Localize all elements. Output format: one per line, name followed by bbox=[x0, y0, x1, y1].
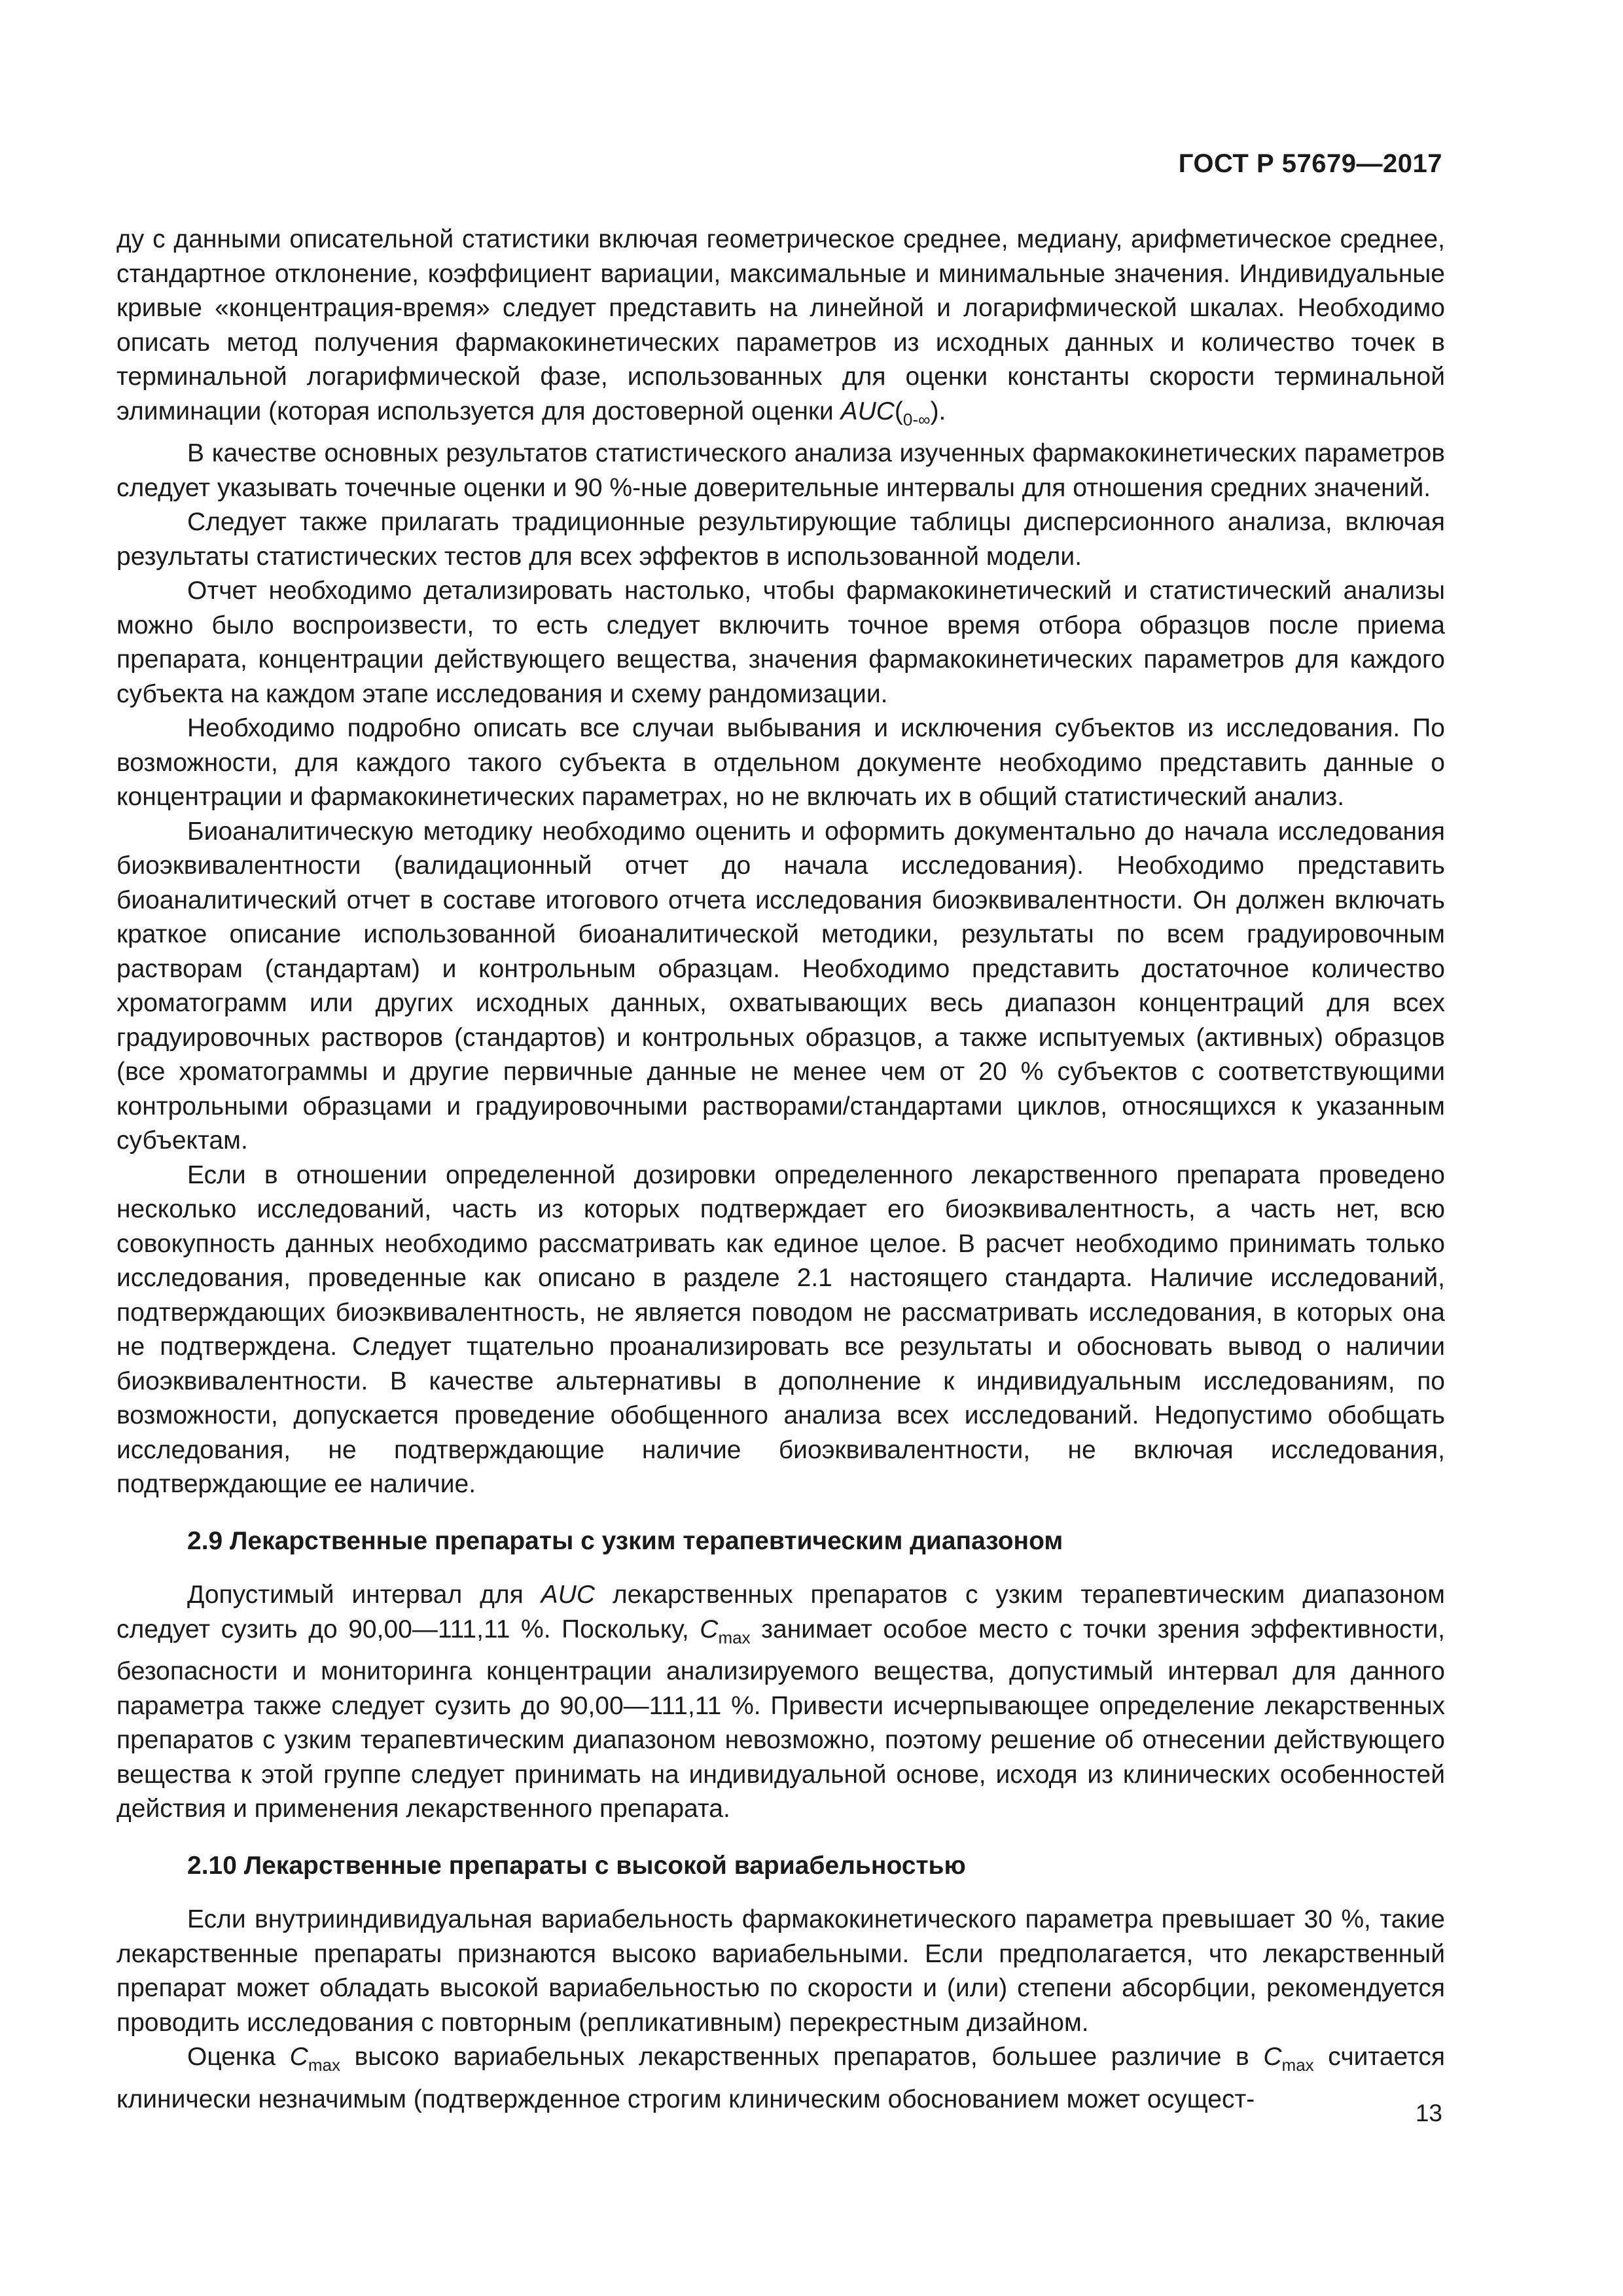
paragraph-text: Допустимый интервал для bbox=[187, 1581, 524, 1609]
cmax-symbol: C bbox=[1263, 2043, 1282, 2071]
document-body bbox=[116, 223, 1445, 2117]
cmax-subscript: max bbox=[1281, 2055, 1314, 2075]
section-heading-2-9: 2.9 Лекарственные препараты с узким терапевтическим диапазоном bbox=[187, 1526, 1063, 1555]
paragraph-bioanalytical: Биоаналитическую методику необходимо оценить и оформить документально до начала исследования биоэквивалентности (валидационный отчет до начала исследования). Необходимо представить биоаналитический отчет в составе итогового отчета исследования биоэквивалентности. Он должен включать краткое описание использованной биоаналитической методики, результаты по всем градуировочным растворам (стандартам) и контрольным образцам. Необходимо представить достаточное количество хроматограмм или других исходных данных, охватывающих весь диапазон концентраций для всех градуировочных растворов (стандартов) и контрольных образцов, а также испытуемых (активных) образцов (все хроматограммы и другие первичные данные не менее чем от 20 % субъектов с соответствующими контрольными образцами и градуировочными растворами/стандартами циклов, относящихся к указанным субъектам. bbox=[116, 817, 1445, 1155]
paragraph-anova-tables: Следует также прилагать традиционные результирующие таблицы дисперсионного анализа, включая результаты статистических тестов для всех эффектов в использованной модели. bbox=[116, 508, 1445, 571]
paragraph-report-detail: Отчет необходимо детализировать настолько, чтобы фармакокинетический и статистический анализы можно было воспроизвести, то есть следует включить точное время отбора образцов после приема препарата, концентрации действующего вещества, значения фармакокинетических параметров для каждого субъекта на каждом этапе исследования и схему рандомизации. bbox=[116, 577, 1445, 708]
cmax-subscript: max bbox=[718, 1627, 751, 1647]
paragraph-multiple-studies: Если в отношении определенной дозировки определенного лекарственного препарата проведено несколько исследований, часть из которых подтверждает его биоэквивалентность, а часть нет, всю совокупность данных необходимо рассматривать как единое целое. В расчет необходимо принимать только исследования, проведенные как описано в разделе 2.1 настоящего стандарта. Наличие исследований, подтверждающих биоэквивалентность, не является поводом не рассматривать исследования, в которых она не подтверждена. Следует тщательно проанализировать все результаты и обосновать вывод о наличии биоэквивалентности. В качестве альтернативы в дополнение к индивидуальным исследованиям, по возможности, допускается проведение обобщенного анализа всех исследований. Недопустимо обобщать исследования, не подтверждающие наличие биоэквивалентности, не включая исследования, подтверждающие ее наличие. bbox=[116, 1160, 1445, 1498]
page-number: 13 bbox=[1415, 2100, 1442, 2126]
paragraph-high-variability: Если внутрииндивидуальная вариабельность фармакокинетического параметра превышает 30 %, такие лекарственные препараты признаются высоко вариабельными. Если предполагается, что лекарственный препарат может обладать высокой вариабельностью по скорости и (или) степени абсорбции, рекомендуется проводить исследования с повторным (репликативным) перекрестным дизайном. bbox=[116, 1905, 1445, 2037]
paragraph-dropouts: Необходимо подробно описать все случаи выбывания и исключения субъектов из исследования. По возможности, для каждого такого субъекта в отдельном документе необходимо представить данные о концентрации и фармакокинетических параметрах, но не включать их в общий статистический анализ. bbox=[116, 714, 1445, 811]
section-heading-2-10: 2.10 Лекарственные препараты с высокой вариабельностью bbox=[187, 1851, 966, 1880]
document-designation: ГОСТ Р 57679—2017 bbox=[1178, 149, 1442, 178]
paragraph-text: высоко вариабельных лекарственных препаратов, большее различие в bbox=[354, 2043, 1249, 2071]
paragraph-text: считается клинически незначимым (подтвержденное строгим клиническим обоснованием может осущест- bbox=[116, 2043, 1445, 2113]
auc-symbol: AUC bbox=[541, 1581, 595, 1609]
auc-symbol: AUC bbox=[840, 397, 895, 425]
cmax-symbol: C bbox=[700, 1615, 719, 1643]
paragraph-cmax-assessment bbox=[116, 2040, 1445, 2117]
paragraph-text: лекарственных препаратов с узким терапевтическим диапазоном следует сузить до 90,00—111,11 %. Поскольку, bbox=[116, 1581, 1445, 1643]
paragraph-text: занимает особое место с точки зрения эффективности, безопасности и мониторинга концентрации анализируемого вещества, допустимый интервал для данного параметра также следует сузить до 90,00—111,11 %. Привести исчерпывающее определение лекарственных препаратов с узким терапевтическим диапазоном невозможно, поэтому решение об отнесении действующего вещества к этой группе следует принимать на индивидуальной основе, исходя из клинических особенностей действия и применения лекарственного препарата. bbox=[116, 1615, 1445, 1823]
paragraph-statistics: ду с данными описательной статистики включая геометрическое среднее, медиану, арифметическое среднее, стандартное отклонение, коэффициент вариации, максимальные и минимальные значения. Индивидуальные кривые «концентрация-время» следует представить на линейной и логарифмической шкалах. Необходимо описать метод получения фармакокинетических параметров из исходных данных и количество точек в терминальной логарифмической фазе, использованных для оценки константы скорости терминальной элиминации (которая используется для достоверной оценки $AUC(_{0-\infty})$. bbox=[116, 225, 1445, 429]
auc-subscript: 0-∞ bbox=[902, 409, 931, 429]
cmax-symbol: C bbox=[289, 2043, 308, 2071]
paragraph-main-results: В качестве основных результатов статистического анализа изученных фармакокинетических параметров следует указывать точечные оценки и 90 %-ные доверительные интервалы для отношения средних значений. bbox=[116, 439, 1445, 502]
paragraph-text: ду с данными описательной статистики включая геометрическое среднее, медиану, арифметическое среднее, стандартное отклонение, коэффициент вариации, максимальные и минимальные значения. Индивидуальные кривые «концентрация-время» следует представить на линейной и логарифмической шкалах. Необходимо описать метод получения фармакокинетических параметров из исходных данных и количество точек в терминальной логарифмической фазе, использованных для оценки константы скорости терминальной элиминации (которая используется для достоверной оценки bbox=[116, 225, 1445, 425]
paragraph-text: Оценка bbox=[187, 2043, 276, 2071]
paragraph-narrow-range bbox=[116, 1578, 1445, 1827]
cmax-subscript: max bbox=[308, 2055, 340, 2075]
